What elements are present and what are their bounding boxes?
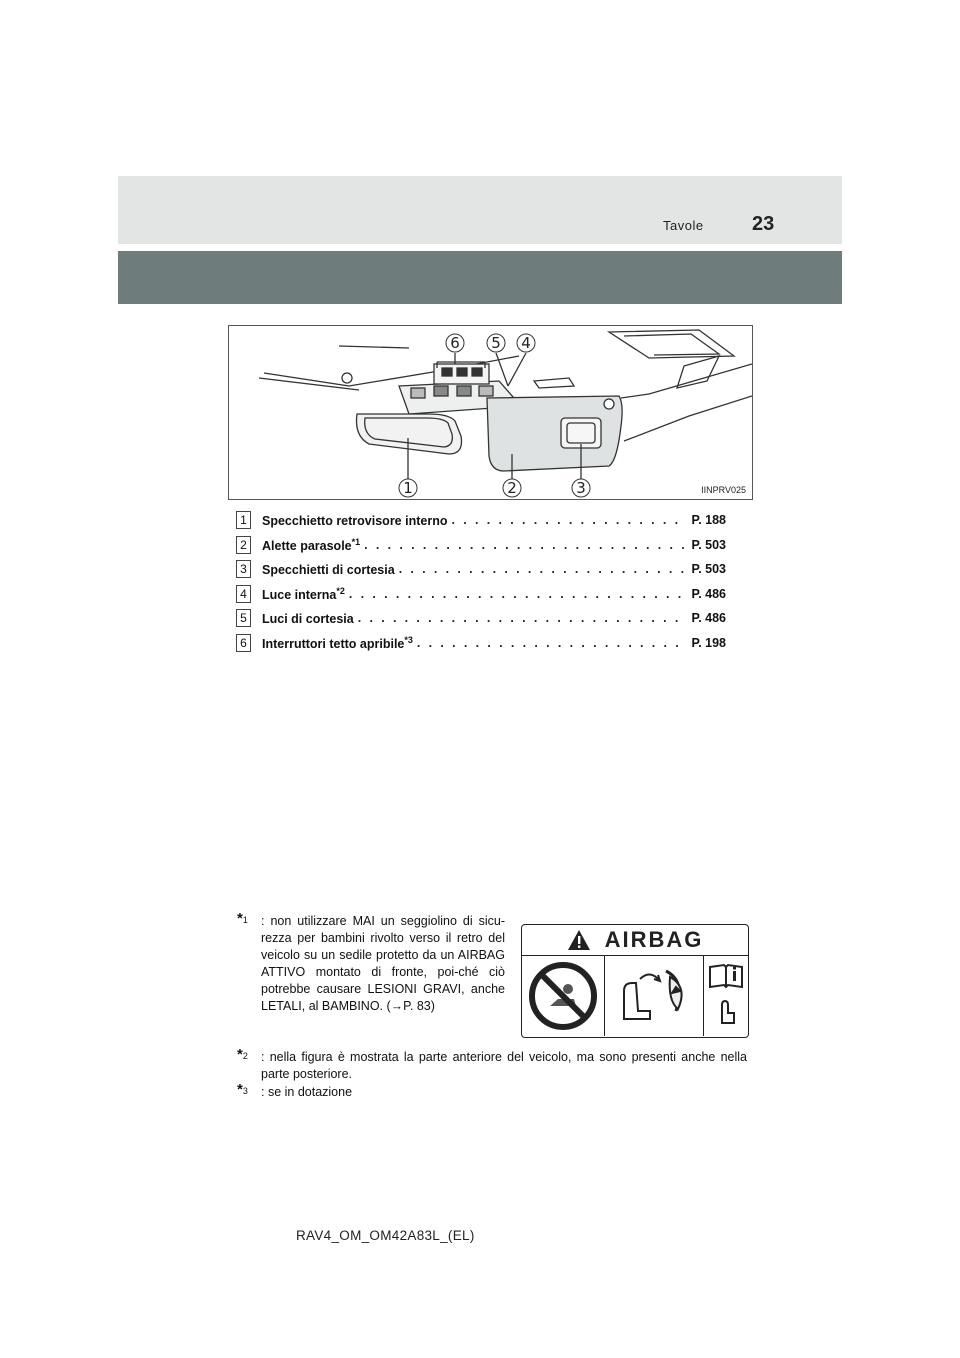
item-list <box>236 508 726 655</box>
item-number: 5 <box>236 609 251 627</box>
item-number: 3 <box>236 560 251 578</box>
callout-5: 5 <box>491 334 501 352</box>
section-title: Tavole <box>663 218 704 233</box>
airbag-label-header <box>522 925 748 956</box>
list-item <box>236 557 726 582</box>
footnote-text: : se in dotazione <box>261 1085 353 1099</box>
leader-dots <box>358 611 688 625</box>
page-header <box>118 176 842 244</box>
footnote-mark: *3 <box>237 1081 248 1098</box>
header-band <box>118 251 842 304</box>
footnote-1 <box>237 910 505 1015</box>
list-item <box>236 606 726 631</box>
page-reference[interactable]: P. 188 <box>691 513 726 528</box>
footnote-text: : non utilizzare MAI un seggiolino di sicu-rezza per bambini rivolto verso il retro del veicolo su un sedile protetto da un AIRBAG ATTIVO montato di fronte, poi-ché ciò potrebbe causare LESIONI GRAVI, anche LETALI, al BAMBINO. (→P. 83) <box>261 914 505 1013</box>
page-reference[interactable]: P. 486 <box>691 611 726 626</box>
overhead-console-illustration <box>229 326 752 499</box>
leader-dots <box>364 538 687 552</box>
item-label: Luce interna$^{*2}$ <box>262 585 345 602</box>
callout-6: 6 <box>450 334 460 352</box>
callout-2: 2 <box>507 479 517 497</box>
list-item <box>236 631 726 656</box>
page-reference[interactable]: P. 503 <box>691 562 726 577</box>
page-number: 23 <box>752 213 775 235</box>
document-code: RAV4_OM_OM42A83L_(EL) <box>296 1228 475 1243</box>
list-item <box>236 508 726 533</box>
airbag-warning-label <box>521 924 749 1038</box>
item-label: Alette parasole$^{*1}$ <box>262 536 361 553</box>
item-number: 1 <box>236 511 251 529</box>
list-item <box>236 533 726 558</box>
item-number: 4 <box>236 585 251 603</box>
leader-dots <box>399 562 688 576</box>
figure-code: IINPRV025 <box>701 485 746 495</box>
callout-1: 1 <box>403 479 413 497</box>
airbag-title: AIRBAG <box>604 927 704 952</box>
page-reference[interactable]: P. 503 <box>691 537 726 552</box>
footnote-3 <box>237 1081 747 1101</box>
footnote-mark: *1 <box>237 910 248 927</box>
footnote-mark: *2 <box>237 1046 248 1063</box>
manual-info-icon <box>704 956 748 1036</box>
leader-dots <box>417 636 688 650</box>
airbag-deploy-icon <box>605 956 704 1036</box>
item-label: Interruttori tetto apribile$^{*3}$ <box>262 634 413 651</box>
item-label: Specchietti di cortesia <box>262 563 395 578</box>
item-label: Luci di cortesia <box>262 612 354 627</box>
callout-4: 4 <box>521 334 531 352</box>
item-label: Specchietto retrovisore interno <box>262 514 448 529</box>
callout-3: 3 <box>576 479 586 497</box>
overhead-console-figure <box>228 325 753 500</box>
footnote-2 <box>237 1046 747 1083</box>
warning-triangle-icon <box>567 929 591 951</box>
item-number: 2 <box>236 536 251 554</box>
page-reference[interactable]: P. 486 <box>691 586 726 601</box>
item-number: 6 <box>236 634 251 652</box>
page-reference[interactable]: P. 198 <box>691 635 726 650</box>
list-item <box>236 582 726 607</box>
leader-dots <box>349 587 688 601</box>
footnote-text: : nella figura è mostrata la parte anteriore del veicolo, ma sono presenti anche nella parte posteriore. <box>261 1050 747 1081</box>
leader-dots <box>451 513 687 527</box>
no-rear-facing-seat-icon <box>522 956 605 1036</box>
